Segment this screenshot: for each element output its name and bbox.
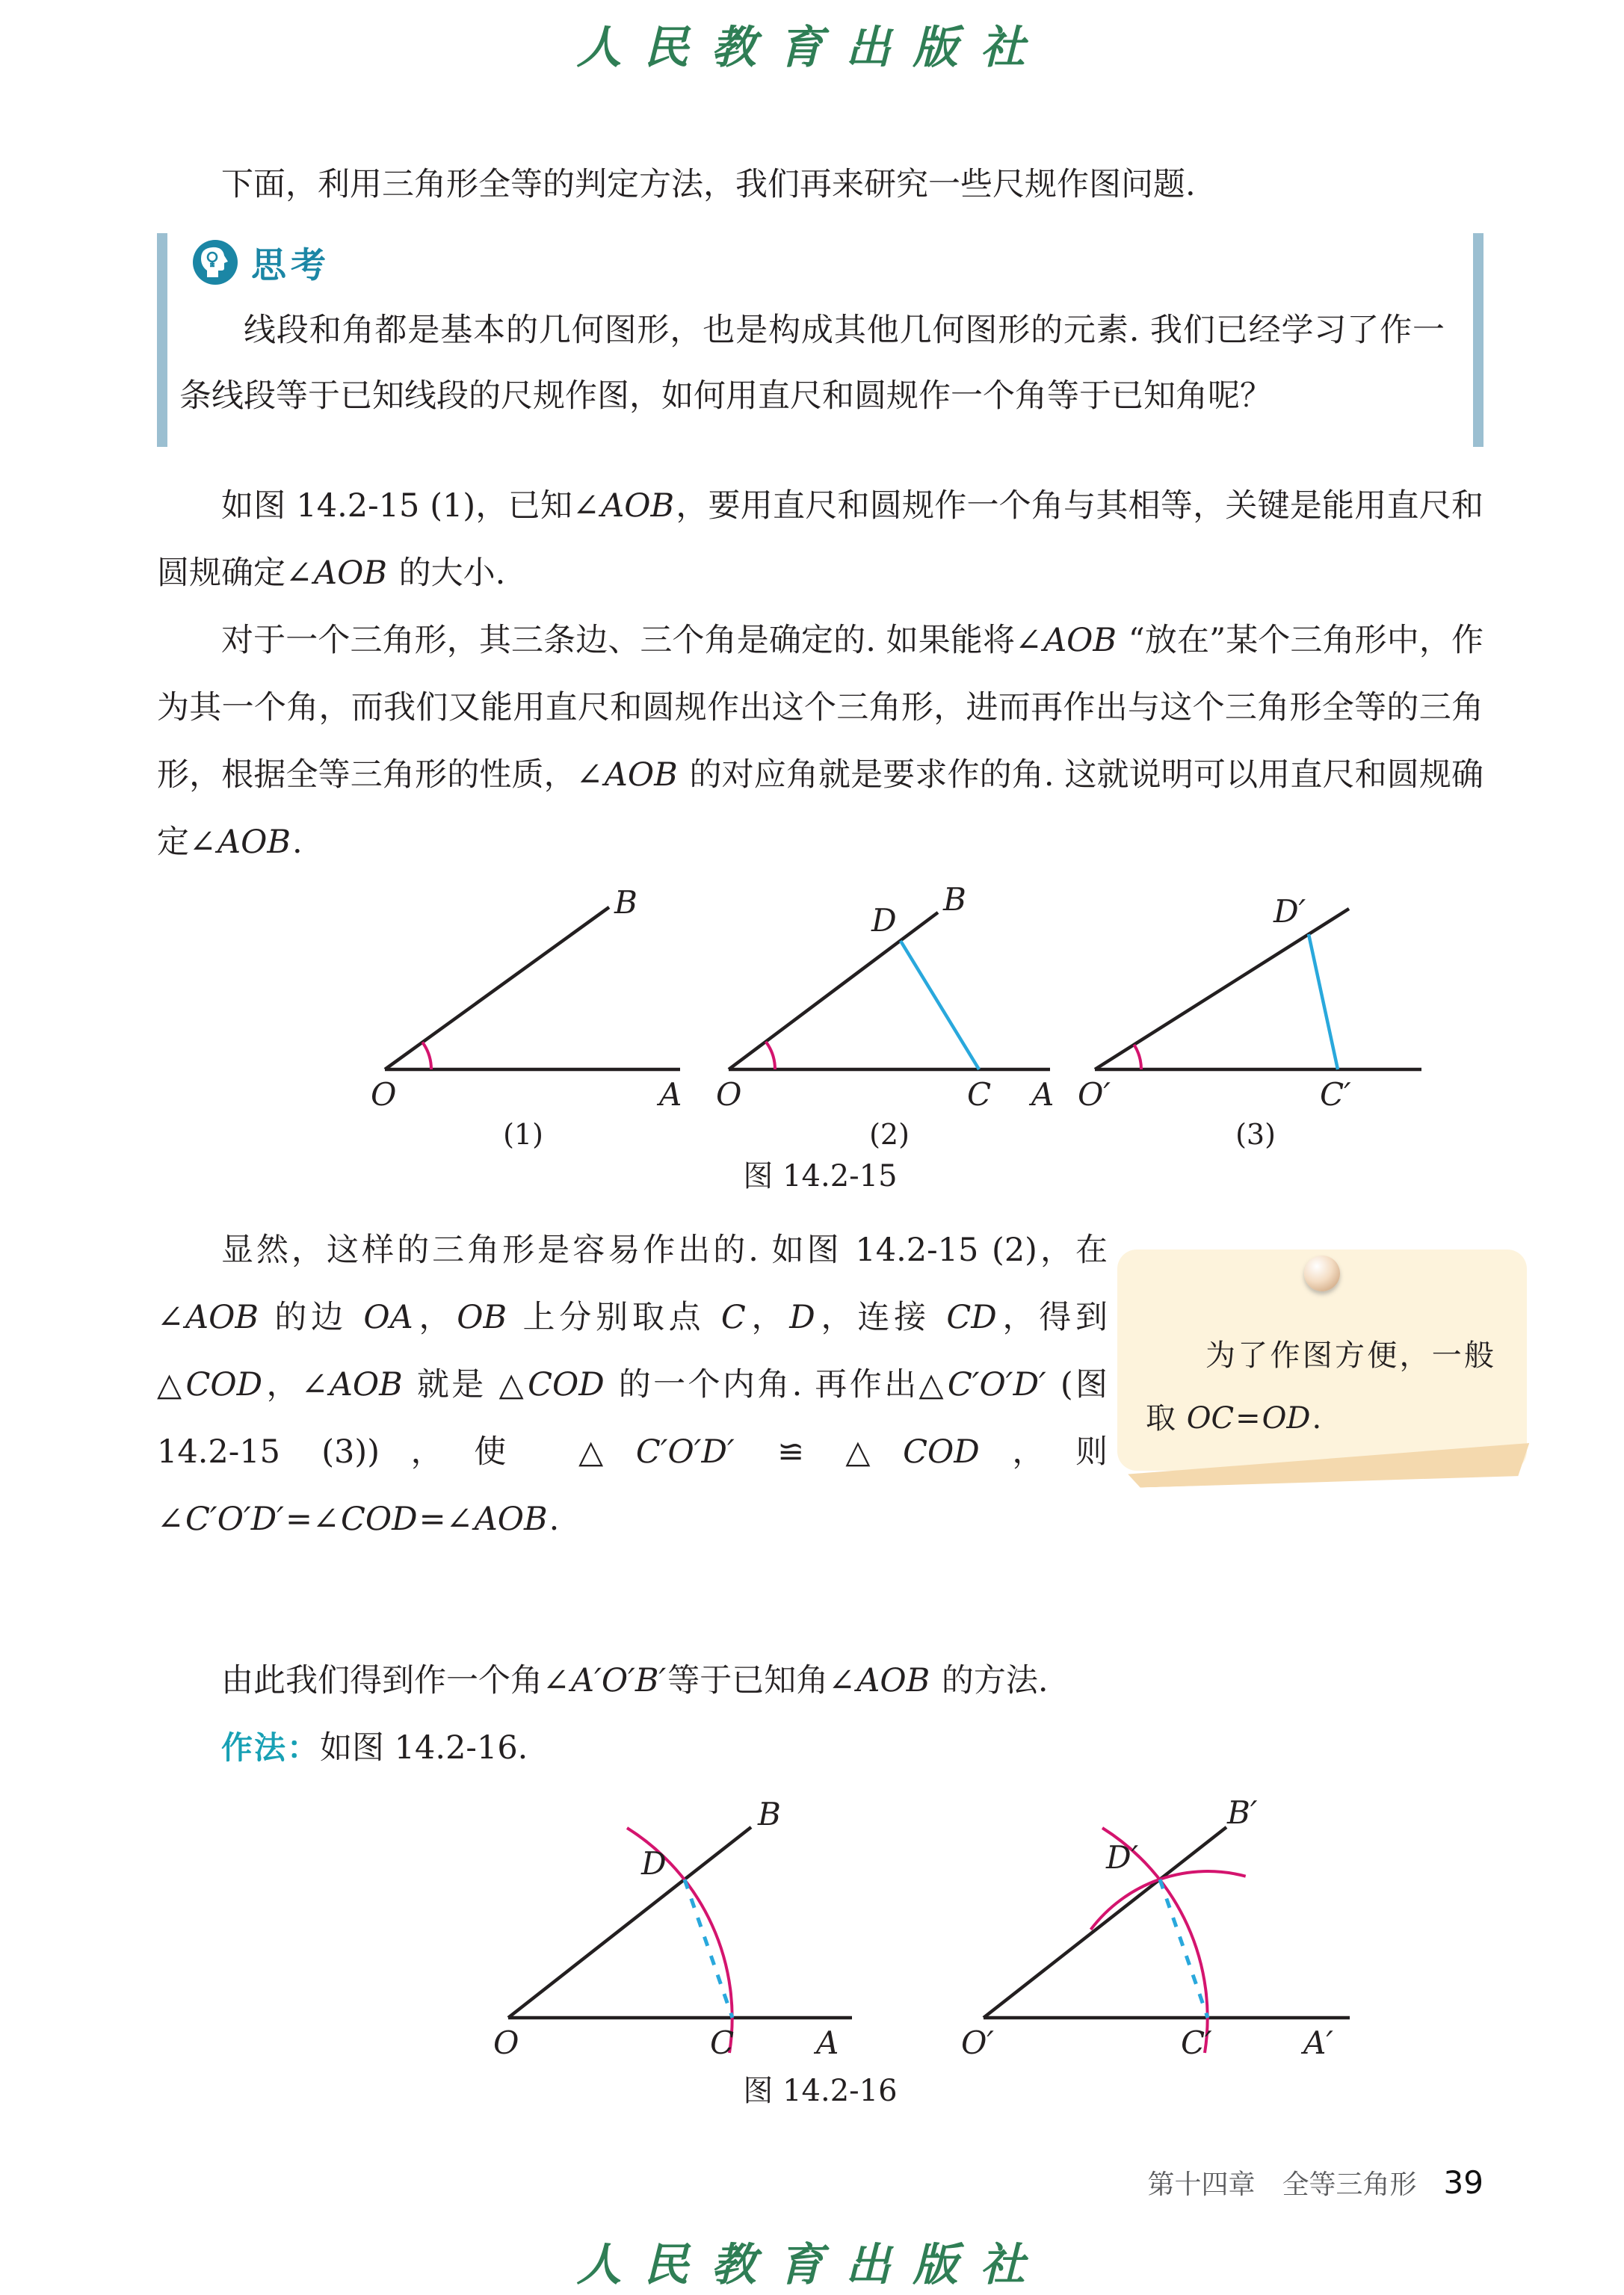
intro-paragraph: 下面，利用三角形全等的判定方法，我们再来研究一些尺规作图问题. <box>221 166 1196 203</box>
point-label-C: C <box>710 2024 735 2061</box>
dashed-segment-D1C1 <box>1160 1879 1208 2018</box>
segment-DC <box>901 941 979 1069</box>
figure-14-2-15-diagrams <box>344 886 1483 1151</box>
paragraph-triangle-idea: 对于一个三角形，其三条边、三个角是确定的. 如果能将∠AOB “放在”某个三角形中，作为其一个角，而我们又能用直尺和圆规作出这个三角形，进而再作出与这个三角形全等的三角形，根据全等三角形的性质，∠AOB 的对应角就是要求作的角. 这就说明可以用直尺和圆规确定∠AOB. <box>157 622 1483 861</box>
ray-OB <box>385 907 609 1069</box>
point-label-D1: D′ <box>1106 1839 1139 1876</box>
point-label-A1: A′ <box>1303 2024 1333 2061</box>
ray-OB <box>508 1827 751 2018</box>
point-label-B1: B′ <box>1227 1794 1258 1831</box>
subfigure-1-label: (1) <box>503 1118 543 1151</box>
point-label-A: A <box>659 1076 682 1111</box>
ray-O1B1 <box>984 1827 1226 2018</box>
figure-14-2-16-diagrams <box>456 1794 1483 2063</box>
angle-arc <box>422 1043 431 1069</box>
point-label-C1: C′ <box>1181 2024 1212 2061</box>
point-label-D1: D′ <box>1273 893 1306 930</box>
sticky-note <box>1117 1250 1527 1471</box>
point-label-O: O <box>493 2024 519 2061</box>
point-label-B: B <box>614 886 637 921</box>
point-label-O: O <box>716 1076 742 1111</box>
think-box-body: 线段和角都是基本的几何图形，也是构成其他几何图形的元素. 我们已经学习了作一条线段等于已知线段的尺规作图，如何用直尺和圆规作一个角等于已知角呢？ <box>179 312 1445 415</box>
think-box <box>157 233 1483 447</box>
footer-page-number: 39 <box>1443 2164 1483 2201</box>
think-box-header <box>191 238 1445 287</box>
point-label-O1: O′ <box>1078 1076 1111 1111</box>
publisher-logo-bottom: 人民教育出版社 <box>576 2239 1048 2291</box>
point-label-C: C <box>967 1076 992 1111</box>
point-label-A: A <box>816 2024 839 2061</box>
point-label-O: O <box>371 1076 397 1111</box>
angle-AOB-diagram <box>344 886 703 1111</box>
figure-14-2-15-caption: 图 14.2-15 <box>743 1159 898 1193</box>
subfigure-3-triangle-C1O1D1 <box>1076 886 1435 1151</box>
construct-paragraph-with-note <box>157 1217 1494 1635</box>
triangle-COD-diagram <box>710 886 1069 1111</box>
footer-section: 全等三角形 <box>1282 2169 1417 2200</box>
page-content <box>157 151 1494 2108</box>
pearl-pin-icon <box>1304 1255 1340 1291</box>
ray-OB <box>729 912 938 1069</box>
point-label-B: B <box>758 1796 781 1832</box>
paragraph-zuofa <box>157 1714 1483 1782</box>
think-box-right-bar <box>1473 233 1483 447</box>
figure-14-2-16 <box>157 1794 1483 2108</box>
sticky-note-text: 为了作图方便，一般取 OC=OD. <box>1146 1338 1494 1436</box>
subfigure-2-triangle-COD <box>710 886 1069 1151</box>
dashed-segment-DC <box>685 1879 732 2018</box>
zuofa-text: 如图 14.2-16. <box>320 1729 528 1767</box>
figure-14-2-16-caption: 图 14.2-16 <box>743 2074 898 2108</box>
think-box-title: 思考 <box>251 244 330 286</box>
paragraph-known-angle: 如图 14.2-15 (1)，已知∠AOB，要用直尺和圆规作一个角与其相等，关键是能用直尺和圆规确定∠AOB 的大小. <box>157 487 1484 592</box>
paragraph-method: 由此我们得到作一个角∠A′O′B′等于已知角∠AOB 的方法. <box>221 1662 1049 1699</box>
angle-arc <box>766 1042 775 1069</box>
zuofa-label: 作法： <box>221 1729 321 1766</box>
subfigure-2-label: (2) <box>869 1118 910 1151</box>
subfigure-3-label: (3) <box>1235 1118 1276 1151</box>
subfigure-1-angle-AOB <box>344 886 703 1151</box>
think-box-left-bar <box>157 233 167 447</box>
point-label-D: D <box>641 1845 667 1882</box>
segment-D1C1 <box>1309 934 1338 1069</box>
point-label-O1: O′ <box>961 2024 994 2061</box>
ray-O1B1 <box>1095 909 1349 1069</box>
triangle-C1O1D1-diagram <box>1076 886 1435 1111</box>
construction-copied-angle-diagram <box>931 1794 1395 2063</box>
point-label-A: A <box>1031 1076 1055 1111</box>
thinking-head-icon <box>191 238 239 286</box>
point-label-D: D <box>871 902 897 939</box>
footer-chapter: 第十四章 <box>1147 2169 1256 2200</box>
point-label-B: B <box>943 886 966 918</box>
page-footer <box>1148 2163 1483 2202</box>
figure-14-2-15 <box>157 886 1483 1193</box>
construction-given-angle-diagram <box>456 1794 889 2063</box>
publisher-logo: 人民教育出版社 <box>576 22 1048 74</box>
point-label-C1: C′ <box>1320 1076 1351 1111</box>
paragraph-construct: 显然，这样的三角形是容易作出的. 如图 14.2-15 (2)，在∠AOB 的边 OA，OB 上分别取点 C，D，连接 CD，得到 △COD，∠AOB 就是 △COD 的一个内角. 再作出△C′O′D′ (图 14.2-15 (3))，使 △C′O′D′ ≌ △COD，则 ∠C′O′D′=∠COD=∠AOB. <box>157 1232 1108 1538</box>
angle-arc <box>1134 1045 1141 1069</box>
